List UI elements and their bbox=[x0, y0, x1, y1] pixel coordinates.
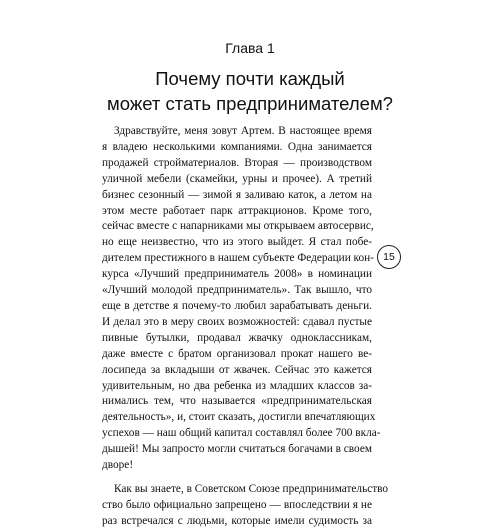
paragraph bbox=[102, 124, 381, 474]
text-line: продажей стройматериалов. Вторая — производством bbox=[102, 156, 372, 169]
chapter-title bbox=[0, 66, 500, 116]
text-line: бизнес сезонный — зимой я заливаю каток, а летом на bbox=[102, 188, 372, 201]
text-line: «Лучший молодой предприниматель». Так вышло, что bbox=[102, 284, 372, 297]
text-line: дителем престижного в нашем субъекте Федерации кон- bbox=[102, 252, 374, 265]
text-line: сейчас вместе с напарниками мы открываем автосервис, bbox=[102, 220, 374, 233]
text-line: успехов — наш общий капитал составлял более 700 вкла- bbox=[102, 427, 381, 440]
text-line: но еще неизвестно, что из этого выйдет. Я стал побе- bbox=[102, 236, 372, 249]
text-line: удивительным, но два ребенка из младших классов за- bbox=[102, 379, 372, 392]
chapter-title-line: может стать предпринимателем? bbox=[107, 93, 393, 114]
paragraph bbox=[102, 482, 389, 530]
text-line: Здравствуйте, меня зовут Артем. В настоящее время bbox=[114, 125, 372, 137]
text-line: пивные бутылки, продавал жвачку одноклассникам, bbox=[102, 331, 372, 344]
text-line: нимались тем, что называется «предпринимательская bbox=[102, 395, 372, 408]
text-line: еще в детстве я почему-то любил зарабатывать деньги. bbox=[102, 299, 372, 312]
chapter-title-line: Почему почти каждый bbox=[155, 68, 345, 89]
text-line: этом месте работает парк аттракционов. Кроме того, bbox=[102, 204, 372, 217]
page-number-badge: 15 bbox=[377, 245, 401, 269]
text-line: И делал это в меру своих возможностей: сдавал пустые bbox=[102, 315, 372, 328]
text-line: уличной мебели (скамейки, урны и прочее). А третий bbox=[102, 172, 372, 185]
text-line: ство было официально запрещено — впоследствии я не bbox=[102, 498, 372, 511]
text-line: деятельность», и, стоит сказать, достигли впечатляющих bbox=[102, 411, 376, 424]
text-line: дышей! Мы запросто могли считаться богачами в своем bbox=[102, 443, 372, 456]
text-line: курса «Лучший предприниматель 2008» в номинации bbox=[102, 268, 372, 281]
text-line: дворе! bbox=[102, 459, 134, 472]
text-line: я владею несколькими компаниями. Одна занимается bbox=[102, 140, 372, 153]
chapter-label: Глава 1 bbox=[225, 40, 275, 56]
text-line: даже вместе с братом организовал прокат нашего ве- bbox=[102, 347, 372, 360]
text-line: раз встречался с людьми, которые имели судимость за bbox=[102, 514, 372, 527]
text-line: лосипеда за вкладыши от жвачек. Сейчас это кажется bbox=[102, 363, 372, 376]
paragraph-gap bbox=[102, 474, 372, 482]
text-line: Как вы знаете, в Советском Союзе предпринимательство bbox=[114, 482, 389, 495]
